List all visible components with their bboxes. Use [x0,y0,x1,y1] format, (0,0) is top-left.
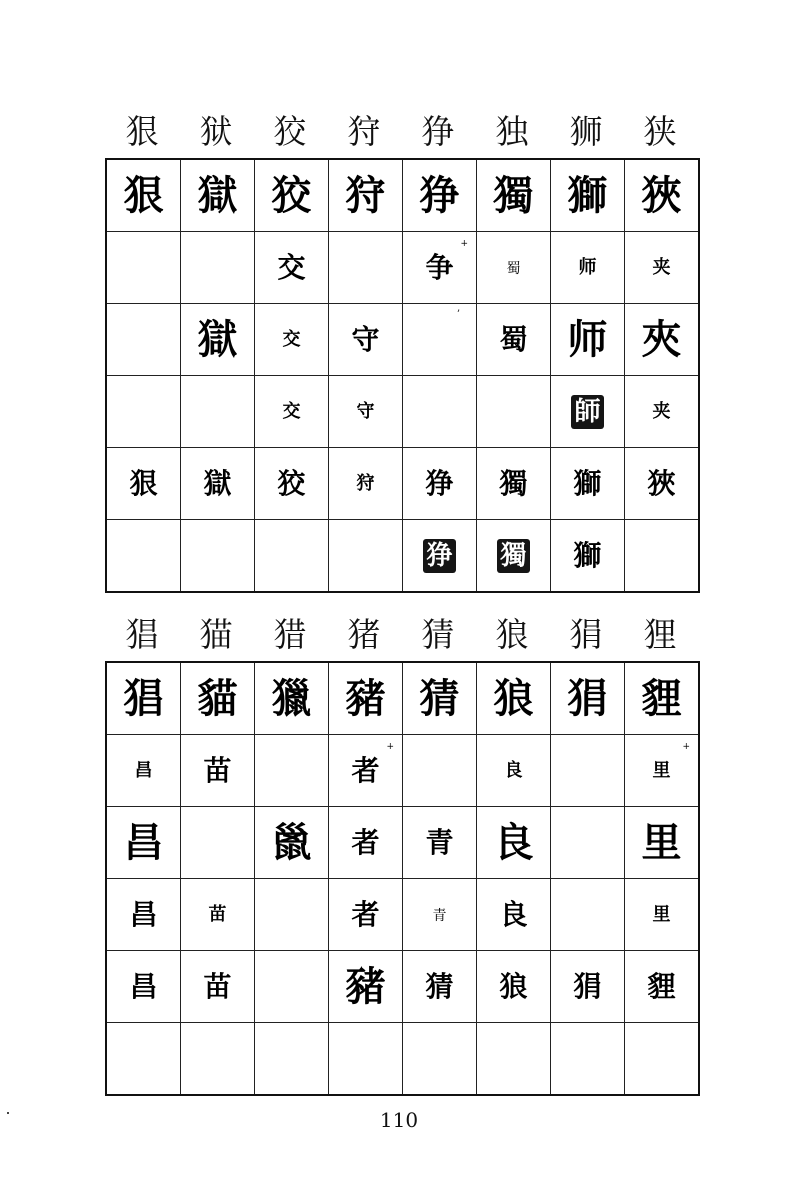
header-char: 狮 [569,112,603,151]
glyph-cell [329,807,403,879]
glyph-cell [477,376,551,448]
glyph-cell [403,304,477,376]
glyph-cell [181,520,255,593]
glyph: 者 [351,825,380,859]
glyph: 獄 [197,171,238,219]
glyph: 里 [652,904,671,925]
glyph-cell [106,951,181,1023]
glyph: 獨 [499,466,528,500]
glyph-row [106,232,699,304]
glyph-cell [106,662,181,735]
section1-header-row [105,107,697,157]
glyph-cell [106,232,181,304]
glyph-cell [403,159,477,232]
glyph: 里 [641,818,682,866]
header-char: 狸 [643,615,677,654]
glyph: 夹 [652,257,671,278]
glyph: 蜀 [499,322,528,356]
glyph-cell [403,951,477,1023]
glyph-cell [477,304,551,376]
glyph-cell [106,879,181,951]
glyph-cell [255,376,329,448]
glyph-cell [477,520,551,593]
glyph: 豬 [345,674,386,722]
glyph-cell [181,448,255,520]
header-char: 猪 [347,615,381,654]
glyph-cell [625,879,700,951]
glyph-cell [403,735,477,807]
glyph-cell [329,448,403,520]
glyph-cell [106,159,181,232]
glyph-cell [477,662,551,735]
glyph-row [106,735,699,807]
glyph-cell [403,662,477,735]
glyph-cell [551,1023,625,1096]
glyph: 猜 [419,674,460,722]
glyph-cell [625,735,700,807]
glyph: 昌 [129,969,158,1003]
glyph-cell [477,735,551,807]
glyph: 狰 [425,466,454,500]
glyph: 獅 [567,171,608,219]
plus-mark: + [682,742,690,752]
glyph-cell [106,735,181,807]
glyph-row [106,159,699,232]
glyph-cell [551,951,625,1023]
glyph: 昌 [123,818,164,866]
glyph: 狡 [277,466,306,500]
glyph-cell [625,662,700,735]
glyph-cell [551,232,625,304]
glyph-cell [329,232,403,304]
glyph: 苗 [203,969,232,1003]
glyph: 争 [425,250,454,284]
glyph-cell [329,376,403,448]
glyph-cell [403,879,477,951]
glyph: 青 [432,908,447,924]
glyph-cell [551,304,625,376]
glyph-cell [551,159,625,232]
glyph-cell [106,520,181,593]
glyph-cell [477,1023,551,1096]
glyph-cell [625,232,700,304]
header-char: 独 [495,112,529,151]
plus-mark: + [386,742,394,752]
glyph: 狹 [647,466,676,500]
glyph: 者 [351,897,380,931]
glyph: 狷 [573,969,602,1003]
glyph-cell [403,520,477,593]
glyph-cell [477,232,551,304]
glyph-cell [625,807,700,879]
glyph-cell [181,735,255,807]
glyph-cell [477,807,551,879]
glyph-cell [477,879,551,951]
glyph-row [106,951,699,1023]
glyph: 狡 [271,171,312,219]
glyph: 狰 [419,171,460,219]
glyph: 狹 [641,171,682,219]
glyph-cell [625,520,700,593]
glyph: 猜 [425,969,454,1003]
glyph-cell [255,448,329,520]
header-char: 狭 [643,112,677,151]
glyph: 交 [282,329,301,350]
seal-glyph: 狰 [423,539,455,573]
glyph: 獵 [271,674,312,722]
glyph: 貍 [647,969,676,1003]
glyph: 狩 [356,473,375,494]
header-char: 猖 [125,615,159,654]
glyph-row [106,520,699,593]
glyph-cell [551,520,625,593]
header-char: 狰 [421,112,455,151]
section1-glyph-table [105,158,700,593]
glyph-cell [106,1023,181,1096]
header-char: 狡 [273,112,307,151]
glyph-cell [329,304,403,376]
header-char: 猜 [421,615,455,654]
glyph: 师 [578,257,597,278]
glyph-cell [477,448,551,520]
glyph-cell [551,735,625,807]
glyph-cell [255,879,329,951]
glyph: 獄 [197,315,238,363]
glyph: 者 [351,753,380,787]
glyph: 獅 [573,538,602,572]
glyph-cell [625,376,700,448]
section2-glyph-table [105,661,700,1096]
glyph-cell [181,232,255,304]
header-char: 猎 [273,615,307,654]
glyph: 貓 [197,674,238,722]
glyph-row [106,376,699,448]
header-char: 猫 [199,615,233,654]
glyph-cell [181,1023,255,1096]
glyph-cell [255,304,329,376]
glyph: 狼 [499,969,528,1003]
glyph-row [106,662,699,735]
glyph-cell [106,448,181,520]
glyph-cell [625,304,700,376]
glyph: 獨 [493,171,534,219]
glyph-cell [329,1023,403,1096]
glyph: 守 [356,401,375,422]
glyph: 豬 [345,962,386,1010]
glyph-cell [329,159,403,232]
page-number: 110 [379,1108,419,1132]
glyph: 师 [567,315,608,363]
plus-mark: + [460,239,468,249]
glyph-cell [403,807,477,879]
glyph-cell [181,951,255,1023]
glyph-cell [329,662,403,735]
glyph-cell [255,662,329,735]
glyph-cell [255,807,329,879]
glyph-cell [403,1023,477,1096]
tick-mark: ’ [456,309,460,320]
header-char: 狱 [199,112,233,151]
glyph: 猖 [123,674,164,722]
seal-glyph: 師 [571,395,603,429]
glyph: 苗 [208,904,227,925]
glyph: 蜀 [506,261,521,277]
glyph: 青 [425,825,454,859]
glyph-cell [329,735,403,807]
glyph: 夹 [652,401,671,422]
glyph-cell [551,448,625,520]
glyph-cell [181,807,255,879]
glyph: 狼 [493,674,534,722]
glyph-cell [255,735,329,807]
glyph-cell [181,879,255,951]
glyph: 良 [504,760,523,781]
glyph-cell [551,662,625,735]
glyph-row [106,1023,699,1096]
glyph: 獅 [573,466,602,500]
glyph: 交 [277,250,306,284]
glyph-cell [181,376,255,448]
glyph-cell [551,807,625,879]
glyph: 獄 [203,466,232,500]
glyph: 良 [493,818,534,866]
glyph-cell [403,376,477,448]
glyph-cell [551,376,625,448]
header-char: 狠 [125,112,159,151]
glyph-cell [625,951,700,1023]
glyph-row [106,304,699,376]
glyph-cell [181,662,255,735]
header-char: 狼 [495,615,529,654]
glyph-row [106,879,699,951]
glyph: 巤 [271,818,312,866]
glyph-row [106,807,699,879]
glyph: 狷 [567,674,608,722]
seal-glyph: 獨 [497,539,529,573]
glyph: 狠 [129,466,158,500]
glyph: 守 [351,322,380,356]
glyph: 里 [652,760,671,781]
glyph-cell [255,951,329,1023]
glyph-cell [551,879,625,951]
glyph: 夾 [641,315,682,363]
glyph-cell [106,304,181,376]
glyph-cell [403,232,477,304]
glyph-row [106,448,699,520]
glyph-cell [181,159,255,232]
glyph-cell [106,376,181,448]
glyph: 苗 [203,753,232,787]
glyph-cell [255,159,329,232]
glyph-cell [255,520,329,593]
glyph: 交 [282,401,301,422]
glyph-cell [329,951,403,1023]
header-char: 狩 [347,112,381,151]
glyph-cell [625,448,700,520]
glyph-cell [329,520,403,593]
glyph: 狩 [345,171,386,219]
glyph-cell [329,879,403,951]
glyph: 貍 [641,674,682,722]
section2-header-row [105,610,697,660]
glyph-cell [625,1023,700,1096]
glyph-cell [403,448,477,520]
glyph: 狠 [123,171,164,219]
glyph: 昌 [134,760,153,781]
glyph: 昌 [129,897,158,931]
glyph-cell [625,159,700,232]
glyph-cell [255,1023,329,1096]
glyph-cell [255,232,329,304]
glyph-cell [477,159,551,232]
glyph-cell [181,304,255,376]
glyph-cell [106,807,181,879]
glyph-cell [477,951,551,1023]
glyph: 良 [499,897,528,931]
header-char: 狷 [569,615,603,654]
